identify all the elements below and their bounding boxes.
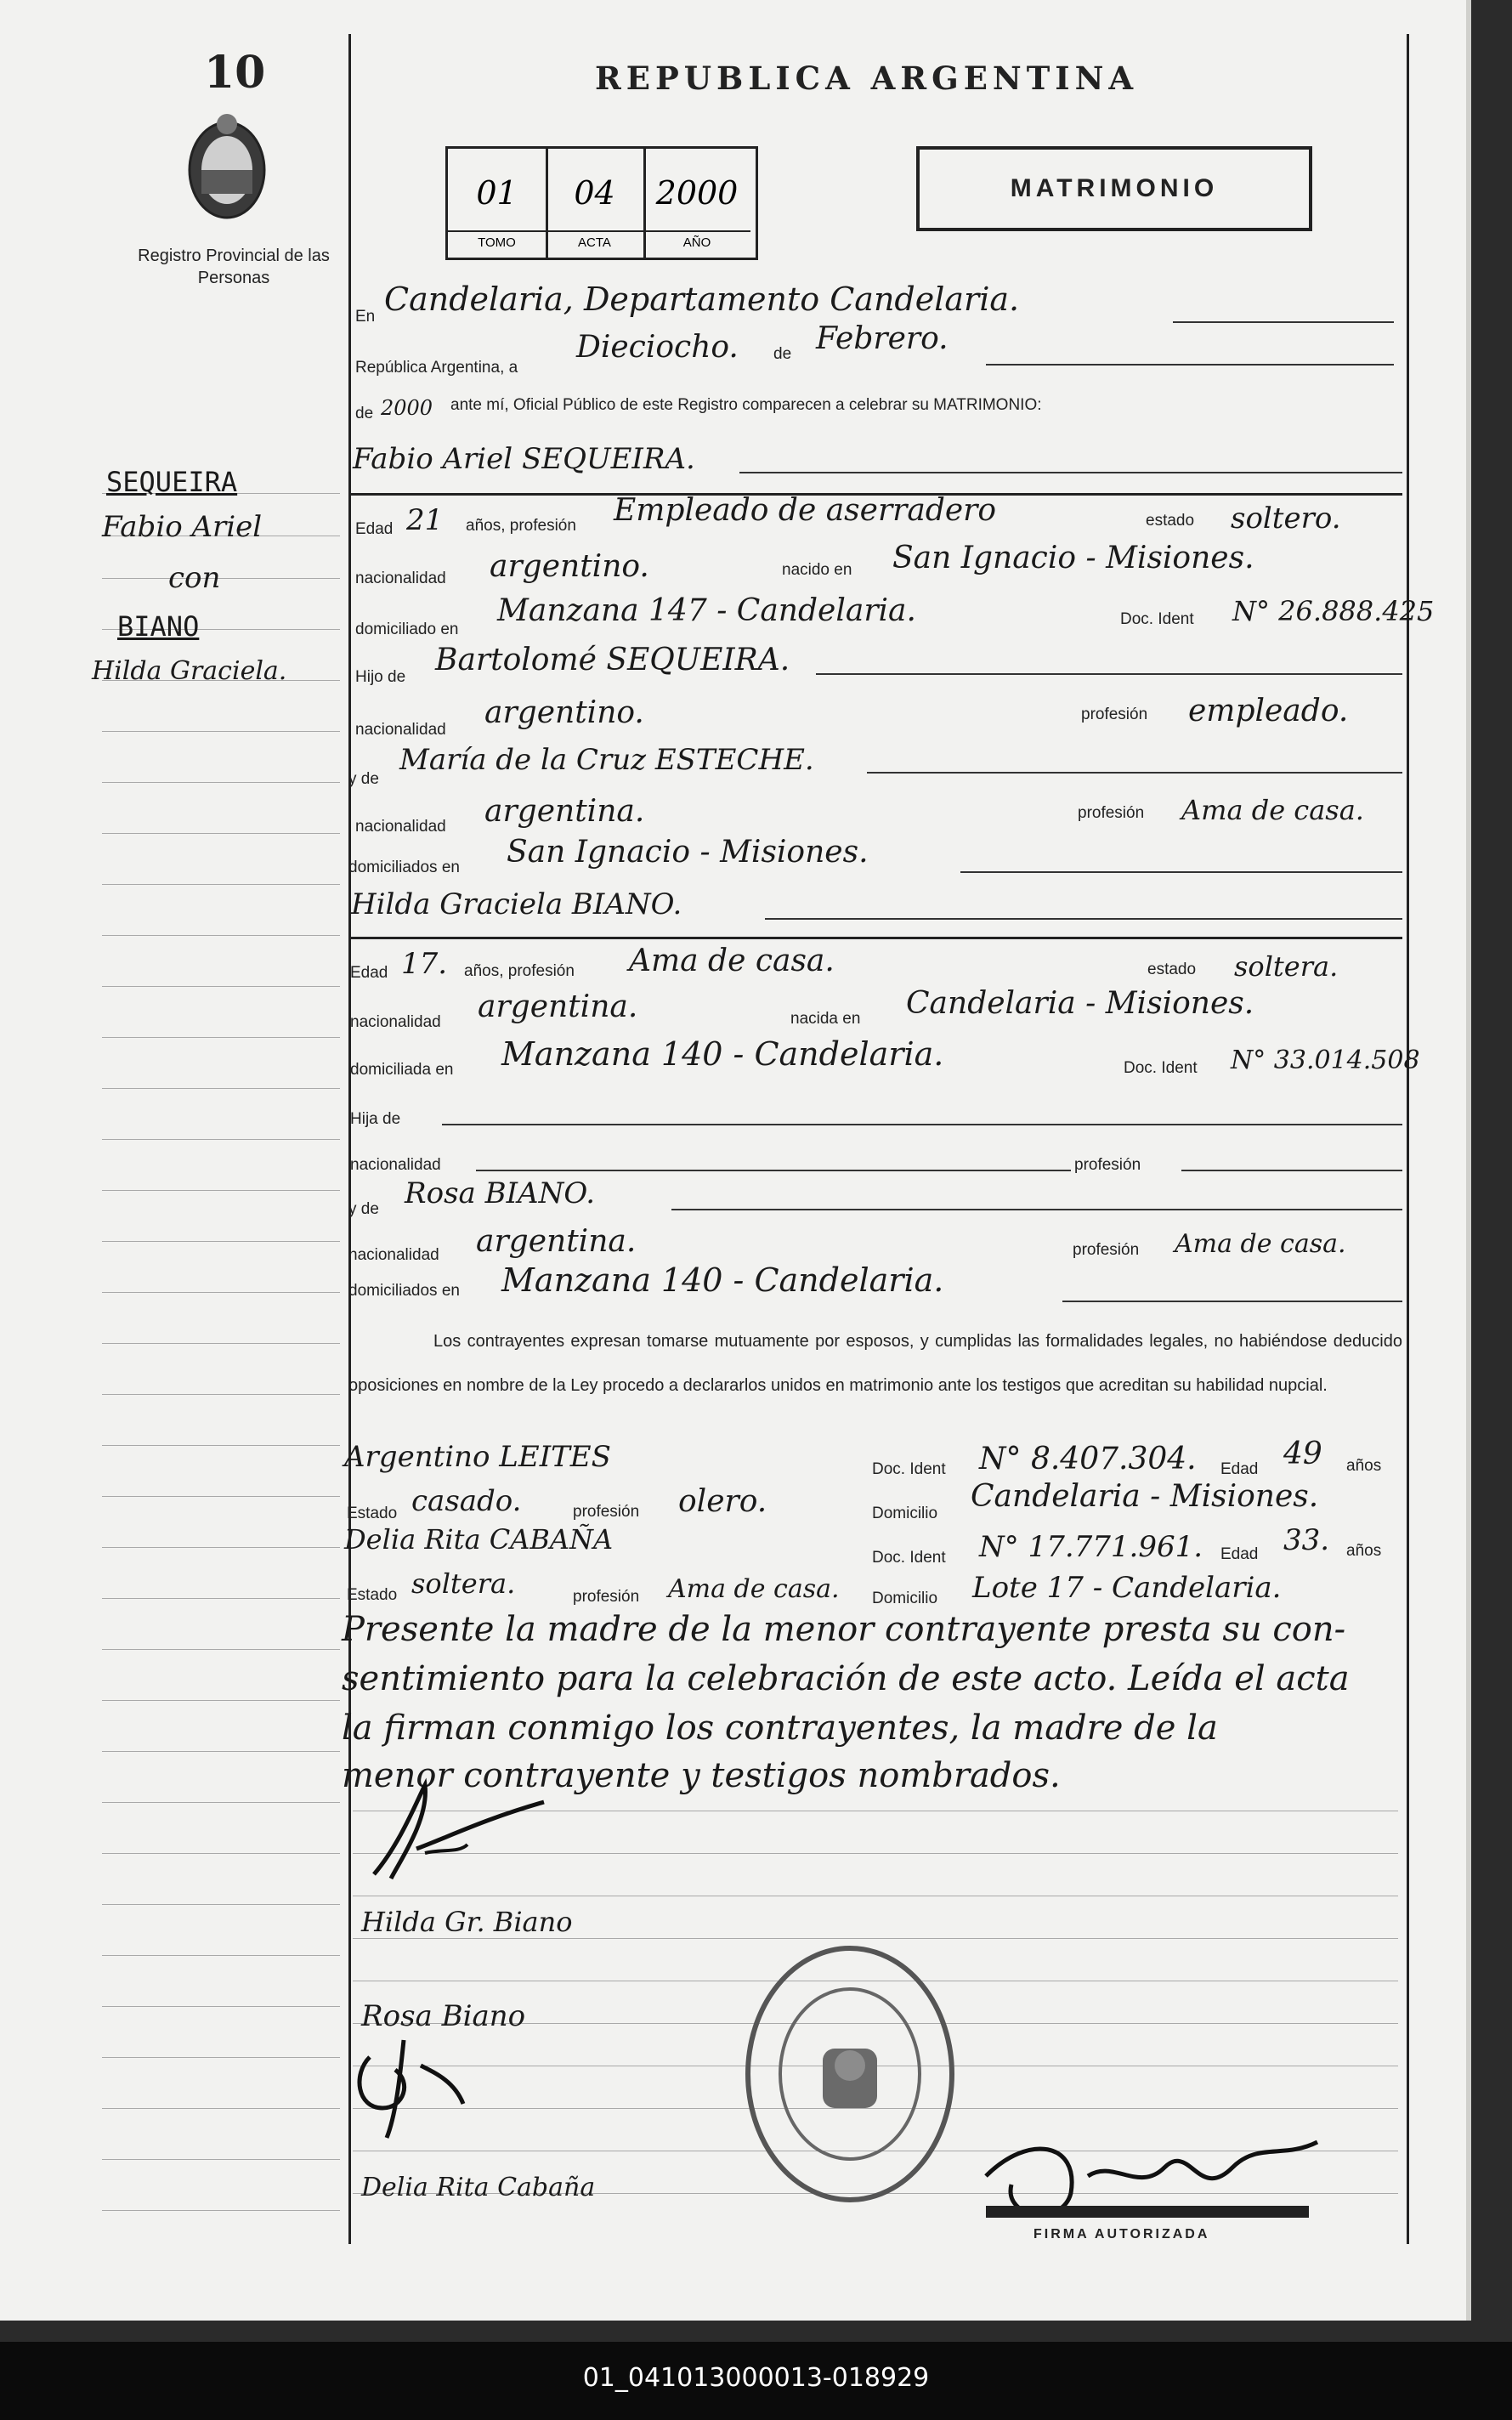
label-hija-de: Hija de: [350, 1110, 401, 1128]
bride-nationality: argentina.: [478, 989, 638, 1024]
label-estado: estado: [1147, 961, 1197, 978]
official-signature-icon: [977, 2125, 1334, 2244]
label-anios-profesion: años, profesión: [464, 962, 575, 980]
anio-cell: [643, 149, 750, 258]
margin-bride-surname: BIANO: [117, 610, 200, 643]
bride-doc: N° 33.014.508: [1231, 1046, 1420, 1075]
act-type-box: MATRIMONIO: [916, 146, 1312, 231]
label-nacida-en: nacida en: [790, 1010, 861, 1028]
witness-1-age: 49: [1283, 1437, 1322, 1471]
intro-text: ante mí, Oficial Público de este Registro comparecen a celebrar su MATRIMONIO:: [450, 396, 1042, 414]
coat-of-arms-icon: [180, 109, 274, 228]
label-anios: años: [1346, 1457, 1382, 1475]
groom-signature-icon: [365, 1768, 569, 1887]
label-domiciliada-en: domiciliada en: [350, 1061, 454, 1079]
label-nacido-en: nacido en: [782, 561, 852, 579]
witness-1-doc: N° 8.407.304.: [979, 1442, 1197, 1476]
label-de-month: de: [773, 345, 792, 363]
tomo-label: TOMO: [448, 230, 546, 250]
footer-id: 01_041013000013-018929: [582, 2363, 930, 2393]
label-anios-profesion: años, profesión: [466, 517, 576, 535]
acta-cell: [546, 149, 646, 258]
bride-birthplace: Candelaria - Misiones.: [906, 986, 1254, 1021]
label-doc-ident: Doc. Ident: [1120, 610, 1194, 628]
label-nacionalidad: nacionalidad: [350, 1013, 441, 1031]
witness-2-doc: N° 17.771.961.: [979, 1530, 1203, 1564]
bride-mother: Rosa BIANO.: [405, 1176, 596, 1210]
label-edad: Edad: [350, 964, 388, 982]
bride-age: 17.: [401, 947, 448, 981]
groom-father-nat: argentino.: [484, 695, 644, 730]
seal-stamp-icon: [739, 1938, 960, 2210]
label-nacionalidad: nacionalidad: [350, 1156, 441, 1174]
witness-1-civil: casado.: [411, 1484, 522, 1518]
groom-doc: N° 26.888.425: [1232, 595, 1435, 627]
label-nacionalidad: nacionalidad: [355, 570, 446, 587]
bride-civil: soltera.: [1234, 950, 1339, 983]
witness-1-domicile: Candelaria - Misiones.: [971, 1479, 1319, 1514]
page-number: 10: [204, 47, 266, 99]
label-edad: Edad: [1220, 1545, 1259, 1563]
margin-groom-surname: SEQUEIRA: [106, 466, 238, 498]
label-domiciliados-en: domiciliados en: [348, 1282, 460, 1300]
anio-value: 2000: [655, 174, 739, 212]
margin-bride-given: Hilda Graciela.: [92, 656, 287, 686]
label-profesion: profesión: [1081, 706, 1148, 723]
label-en: En: [355, 308, 376, 326]
fill-line: [816, 673, 1402, 675]
fill-line: [765, 918, 1402, 920]
label-edad: Edad: [1220, 1460, 1259, 1478]
label-de-year: de: [355, 405, 374, 422]
tomo-cell: [448, 149, 548, 258]
tomo-value: 01: [476, 174, 518, 212]
witness-1-signature-icon: [344, 2023, 472, 2142]
right-border: [1407, 34, 1409, 2244]
label-estado: Estado: [347, 1586, 398, 1604]
bride-mother-prof: Ama de casa.: [1175, 1229, 1346, 1259]
signature-bride: Hilda Gr. Biano: [361, 1906, 573, 1938]
label-domicilio: Domicilio: [872, 1590, 938, 1607]
fill-line: [1173, 321, 1394, 323]
margin-groom-given: Fabio Ariel: [102, 510, 263, 544]
fill-line: [739, 472, 1402, 473]
intro-month: Febrero.: [816, 321, 949, 356]
fill-line: [986, 364, 1394, 366]
groom-domicile: Manzana 147 - Candelaria.: [497, 593, 916, 628]
fill-line: [867, 772, 1402, 774]
groom-nationality: argentino.: [490, 549, 649, 584]
signature-mother: Rosa Biano: [361, 1999, 526, 2033]
label-profesion: profesión: [1074, 1156, 1141, 1174]
label-anios: años: [1346, 1542, 1382, 1560]
bride-name: Hilda Graciela BIANO.: [351, 887, 682, 921]
witness-1-name: Argentino LEITES: [344, 1440, 611, 1474]
label-profesion: profesión: [1078, 804, 1145, 822]
label-profesion: profesión: [1073, 1241, 1140, 1259]
bride-domicile: Manzana 140 - Candelaria.: [501, 1035, 944, 1073]
declaration-text: Los contrayentes expresan tomarse mutuamente por esposos, y cumplidas las formalidades legales, no habiéndose deducido oposiciones en nombre de la Ley procedo a declararlos unidos en matrimonio ante los testigos que acreditan su habilidad nupcial.: [348, 1332, 1402, 1395]
label-domicilio: Domicilio: [872, 1505, 938, 1522]
label-nacionalidad: nacionalidad: [348, 1246, 439, 1264]
record-number-box: [445, 146, 758, 260]
signature-witness-2: Delia Rita Cabaña: [361, 2173, 596, 2202]
label-doc-ident: Doc. Ident: [872, 1549, 946, 1567]
groom-profession: Empleado de aserradero: [614, 493, 997, 528]
bride-mother-nat: argentina.: [476, 1224, 637, 1259]
fill-line: [1181, 1170, 1402, 1171]
label-domiciliados-en: domiciliados en: [348, 859, 460, 876]
label-domiciliado-en: domiciliado en: [355, 621, 459, 638]
fill-line: [1062, 1301, 1402, 1302]
label-hijo-de: Hijo de: [355, 668, 406, 686]
label-profesion: profesión: [573, 1588, 640, 1606]
anio-label: AÑO: [643, 230, 750, 250]
fill-line: [960, 871, 1402, 873]
section-divider: [348, 937, 1402, 939]
intro-place: Candelaria, Departamento Candelaria.: [384, 281, 1020, 318]
witness-2-domicile: Lote 17 - Candelaria.: [972, 1571, 1282, 1605]
witness-1-profession: olero.: [678, 1484, 767, 1519]
acta-label: ACTA: [546, 230, 643, 250]
groom-age: 21: [406, 503, 444, 537]
witness-2-profession: Ama de casa.: [668, 1574, 840, 1604]
fill-line: [476, 1170, 1071, 1171]
registry-name: Registro Provincial de las Personas: [138, 247, 330, 287]
country-title: REPUBLICA ARGENTINA: [595, 60, 1139, 97]
groom-parents-domicile: San Ignacio - Misiones.: [507, 835, 869, 870]
margin-con: con: [168, 561, 221, 595]
groom-birthplace: San Ignacio - Misiones.: [892, 541, 1254, 575]
groom-father: Bartolomé SEQUEIRA.: [435, 643, 790, 677]
label-republica: República Argentina, a: [355, 359, 518, 377]
groom-civil: soltero.: [1231, 502, 1341, 536]
note-line-3: la firman conmigo los contrayentes, la madre de la: [342, 1709, 1218, 1748]
note-line-1: Presente la madre de la menor contrayente presta su con-: [342, 1610, 1346, 1649]
note-line-2: sentimiento para la celebración de este acto. Leída el acta: [342, 1659, 1350, 1698]
label-y-de: y de: [348, 770, 379, 788]
groom-mother-nat: argentina.: [484, 794, 645, 829]
groom-mother: María de la Cruz ESTECHE.: [399, 743, 814, 777]
witness-2-name: Delia Rita CABAÑA: [344, 1523, 614, 1556]
label-nacionalidad: nacionalidad: [355, 818, 446, 836]
witness-2-civil: soltera.: [411, 1567, 516, 1600]
label-doc-ident: Doc. Ident: [872, 1460, 946, 1478]
label-y-de: y de: [348, 1200, 379, 1218]
groom-name: Fabio Ariel SEQUEIRA.: [353, 442, 695, 476]
official-signature-label: FIRMA AUTORIZADA: [1033, 2227, 1210, 2241]
fill-line: [442, 1124, 1402, 1125]
acta-value: 04: [574, 174, 615, 212]
groom-father-prof: empleado.: [1188, 694, 1349, 728]
intro-year: 2000: [381, 396, 433, 420]
groom-mother-prof: Ama de casa.: [1181, 794, 1364, 826]
label-edad: Edad: [355, 520, 394, 538]
fill-line: [671, 1209, 1402, 1210]
note-line-4: menor contrayente y testigos nombrados.: [342, 1756, 1061, 1795]
label-doc-ident: Doc. Ident: [1124, 1059, 1198, 1077]
label-profesion: profesión: [573, 1503, 640, 1521]
label-estado: Estado: [347, 1505, 398, 1522]
bride-profession: Ama de casa.: [629, 944, 835, 978]
label-estado: estado: [1146, 512, 1195, 530]
intro-day: Dieciocho.: [576, 330, 739, 365]
margin-divider: [348, 34, 351, 2244]
bride-parents-domicile: Manzana 140 - Candelaria.: [501, 1261, 944, 1299]
label-nacionalidad: nacionalidad: [355, 721, 446, 739]
witness-2-age: 33.: [1283, 1523, 1330, 1557]
